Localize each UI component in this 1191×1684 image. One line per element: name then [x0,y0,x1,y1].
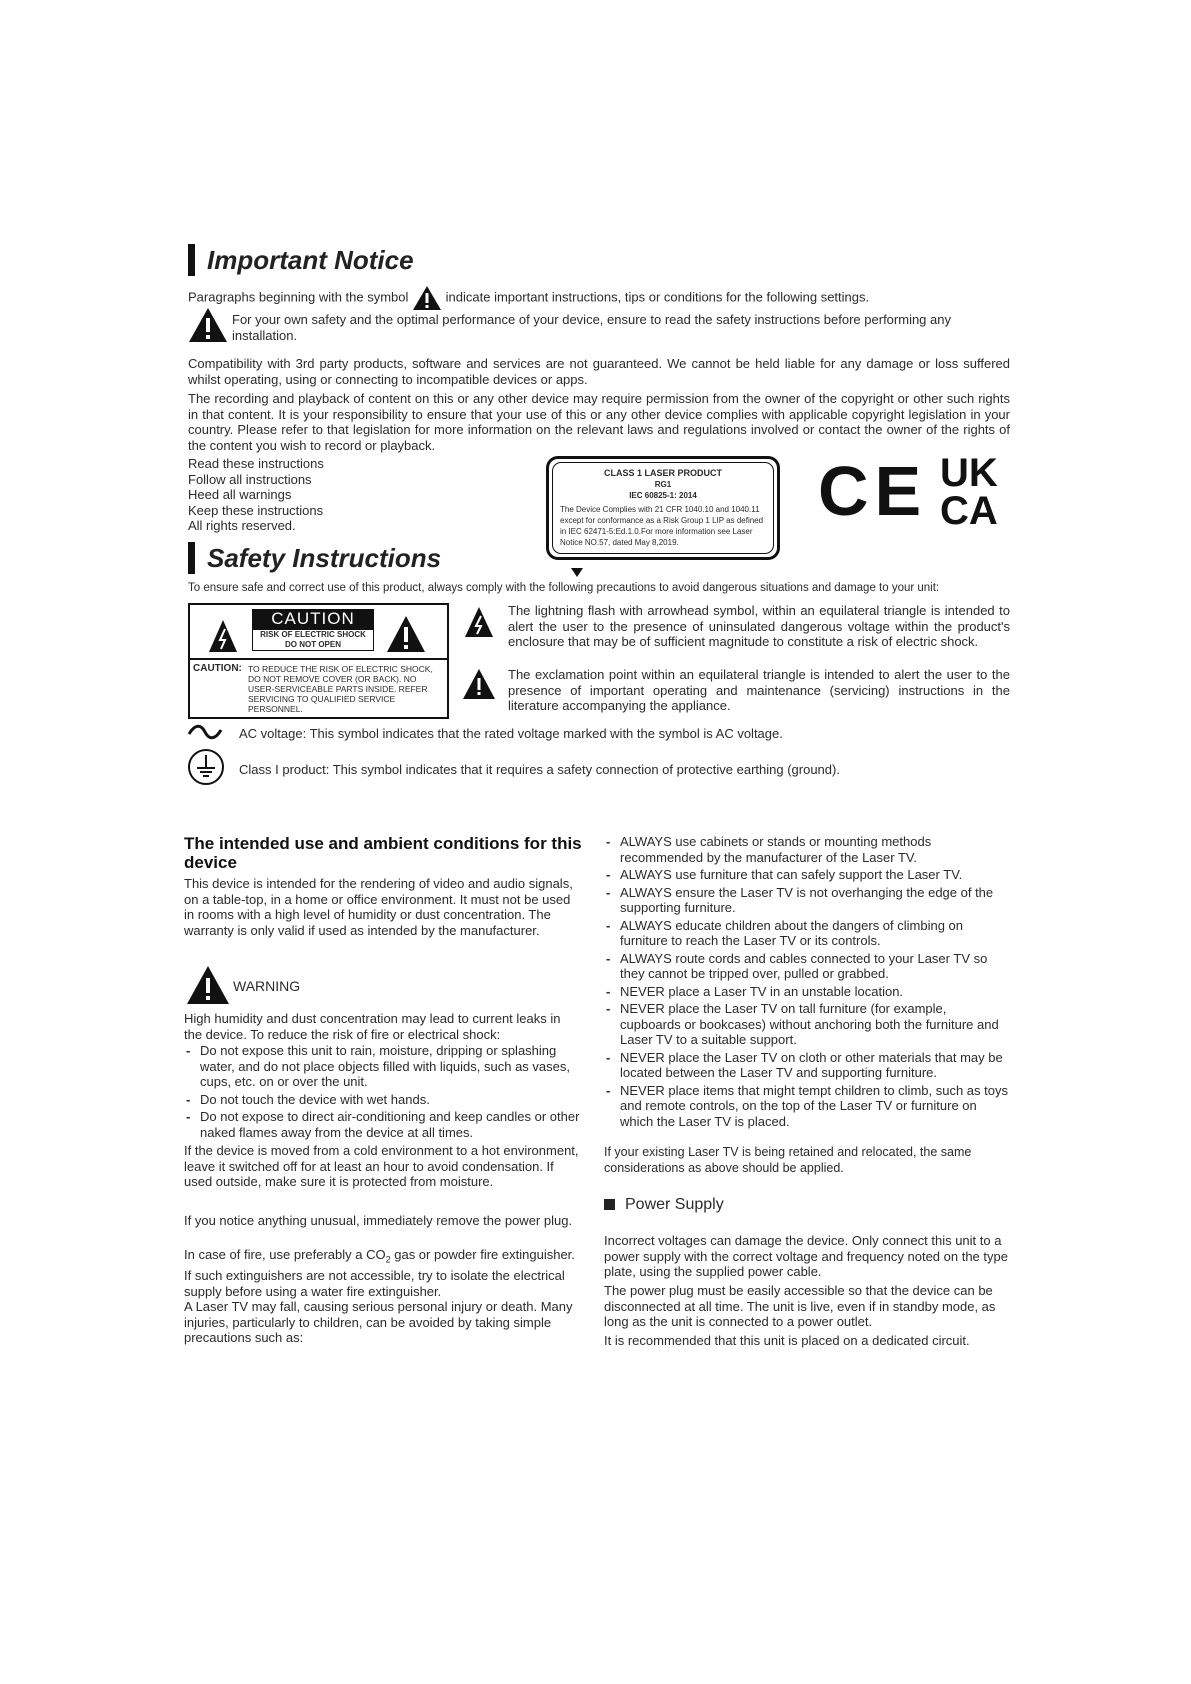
ukca-mark [940,451,998,533]
short-list [188,456,324,534]
list-item: - ALWAYS use cabinets or stands or mounting methods recommended by the manufacturer of the Laser TV. [604,834,1008,865]
caution-text: TO REDUCE THE RISK OF ELECTRIC SHOCK, DO NOT REMOVE COVER (OR BACK). NO USER-SERVICEABLE PARTS INSIDE. REFER SERVICING TO QUALIFIED SERVICE PERSONNEL. [248,664,433,714]
list-item: - ALWAYS ensure the Laser TV is not overhanging the edge of the supporting furniture. [604,885,1008,916]
safety-instructions-heading [188,542,441,574]
list-item: - ALWAYS educate children about the dangers of climbing on furniture to reach the Laser TV or its controls. [604,918,1008,949]
relocated-paragraph: If your existing Laser TV is being retained and relocated, the same considerations as above should be applied. [604,1145,972,1175]
intended-use-heading: The intended use and ambient conditions for this device [184,834,582,872]
short-list-item: Heed all warnings [188,487,292,502]
list-item: - ALWAYS use furniture that can safely support the Laser TV. [604,867,1008,883]
class1-text: Class I product: This symbol indicates that it requires a safety connection of protective earthing (ground). [239,762,840,777]
ukca-bottom: CA [940,489,998,533]
warning-triangle-icon [412,285,442,311]
caution-label-block [252,609,374,651]
list-item: - NEVER place items that might tempt children to climb, such as toys and remote controls, on the top of the Laser TV or furniture on which the Laser TV is placed. [604,1083,1008,1130]
lightning-triangle-icon [208,619,238,653]
laser-label-body: The Device Complies with 21 CFR 1040.10 and 1040.11 except for conformance as a Risk Group 1 LIP as defined in IEC 62471-5:Ed.1.0.For more information see Laser Notice NO.57, dated May 8,2019. [560,505,764,547]
caution-prefix: CAUTION: [193,663,242,674]
warning-triangle-icon [186,965,230,1005]
short-list-item: Read these instructions [188,456,324,471]
safety-intro: To ensure safe and correct use of this product, always comply with the following precautions to avoid dangerous situations and damage to your unit: [188,582,940,594]
exclamation-triangle-icon [386,615,426,653]
ac-voltage-icon [187,724,223,740]
fire-sub: 2 [385,1254,391,1265]
fire-paragraph [184,1247,580,1299]
important-notice-heading [188,244,414,276]
intro-after: indicate important instructions, tips or conditions for the following settings. [445,289,870,305]
risk-line2: DO NOT OPEN [284,640,341,649]
list-item: - NEVER place the Laser TV on tall furniture (for example, cupboards or bookcases) without anchoring both the furniture and Laser TV to a suitable support. [604,1001,1008,1048]
fire-after: gas or powder fire extinguisher. If such extinguishers are not accessible, try to isolate the electrical supply before using a water fire extinguisher. [184,1247,575,1299]
laser-label-line3: IEC 60825-1: 2014 [629,491,697,500]
list-item: - Do not expose to direct air-conditioning and keep candles or other naked flames away from the device at all times. [184,1109,580,1140]
risk-line1: RISK OF ELECTRIC SHOCK [260,630,366,639]
power-supply-heading [604,1196,724,1214]
compat-paragraph: Compatibility with 3rd party products, software and services are not guaranteed. We cannot be held liable for any damage or loss suffered whilst operating, using or connecting to incompatible devices or apps. [188,356,1010,387]
recording-paragraph: The recording and playback of content on this or any other device may require permission from the owner of the copyright or other such rights in that content. It is your responsibility to ensure that your use of this or any other device complies with applicable copyright legislation in your country. Please refer to that legislation for more information on the relevant laws and regulations involved or contact the owner of the rights of the content you wish to record or playback. [188,391,1010,453]
power-paragraph-1: Incorrect voltages can damage the device. Only connect this unit to a power supply with the correct voltage and frequency noted on the type plate, using the supplied power cable. [604,1233,1008,1279]
class1-ground-icon [187,748,225,786]
short-list-item: All rights reserved. [188,518,296,533]
list-item: - Do not expose this unit to rain, moisture, dripping or splashing water, and do not place objects filled with liquids, such as vases, cups, etc. on or over the unit. [184,1043,580,1090]
square-bullet-icon [604,1199,615,1210]
ukca-top: UK [940,451,998,495]
exclamation-triangle-icon [462,668,496,700]
ce-mark: CE [818,452,928,530]
intro-line [188,285,1018,311]
lightning-triangle-icon [464,606,494,638]
intended-paragraph: This device is intended for the rendering of video and audio signals, on a table-top, in a home or office environment. It must not be used in rooms with a high level of humidity or dust concentration. The warranty is only valid if used as intended by the manufacturer. [184,876,573,938]
power-supply-title: Power Supply [625,1196,724,1213]
list-item: - Do not touch the device with wet hands. [184,1092,580,1108]
important-notice-title: Important Notice [207,244,414,275]
power-paragraph-3: It is recommended that this unit is placed on a dedicated circuit. [604,1333,970,1348]
list-item: - NEVER place a Laser TV in an unstable location. [604,984,1008,1000]
intro-before: Paragraphs beginning with the symbol [188,289,409,305]
humidity-paragraph: High humidity and dust concentration may lead to current leaks in the device. To reduce the risk of fire or electrical shock: [184,1011,561,1042]
warning-label: WARNING [233,978,301,994]
laser-product-label [546,456,780,560]
power-paragraph-2: The power plug must be easily accessible so that the device can be disconnected at all time. The unit is live, even if in standby mode, as long as the unit is connected to a power outlet. [604,1283,996,1329]
short-list-item: Keep these instructions [188,502,324,518]
lightning-text: The lightning flash with arrowhead symbol, within an equilateral triangle is intended to alert the user to the presence of uninsulated dangerous voltage within the product's enclosure that may be of sufficient magnitude to constitute a risk of electric shock. [508,603,1010,649]
right-bullet-list [604,834,1008,1131]
short-list-item: Follow all instructions [188,471,312,487]
fire-before: In case of fire, use preferably a CO [184,1247,386,1262]
left-bullet-list [184,1043,580,1142]
arrow-down-icon [571,568,583,577]
caution-header: CAUTION [252,609,374,629]
safety-line: For your own safety and the optimal performance of your device, ensure to read the safety instructions before performing any installation. [232,312,951,343]
risk-box [252,629,374,651]
ac-text: AC voltage: This symbol indicates that the rated voltage marked with the symbol is AC voltage. [239,726,783,741]
laser-label-line1: CLASS 1 LASER PRODUCT [603,468,722,478]
caution-box [188,603,449,719]
fall-paragraph: A Laser TV may fall, causing serious personal injury or death. Many injuries, particularly to children, can be avoided by taking simple precautions such as: [184,1299,573,1345]
moved-paragraph: If the device is moved from a cold environment to a hot environment, leave it switched off for at least an hour to avoid condensation. If used outside, make sure it is protected from moisture. [184,1143,579,1189]
unusual-paragraph: If you notice anything unusual, immediately remove the power plug. [184,1213,573,1228]
safety-instructions-title: Safety Instructions [207,542,442,573]
exclaim-text: The exclamation point within an equilateral triangle is intended to alert the user to the presence of important operating and maintenance (servicing) instructions in the literature accompanying the appliance. [508,667,1010,713]
warning-triangle-icon [188,307,228,343]
list-item: - NEVER place the Laser TV on cloth or other materials that may be located between the Laser TV and supporting furniture. [604,1050,1008,1081]
laser-label-line2: RG1 [654,480,672,489]
list-item: - ALWAYS route cords and cables connected to your Laser TV so they cannot be tripped over, pulled or grabbed. [604,951,1008,982]
